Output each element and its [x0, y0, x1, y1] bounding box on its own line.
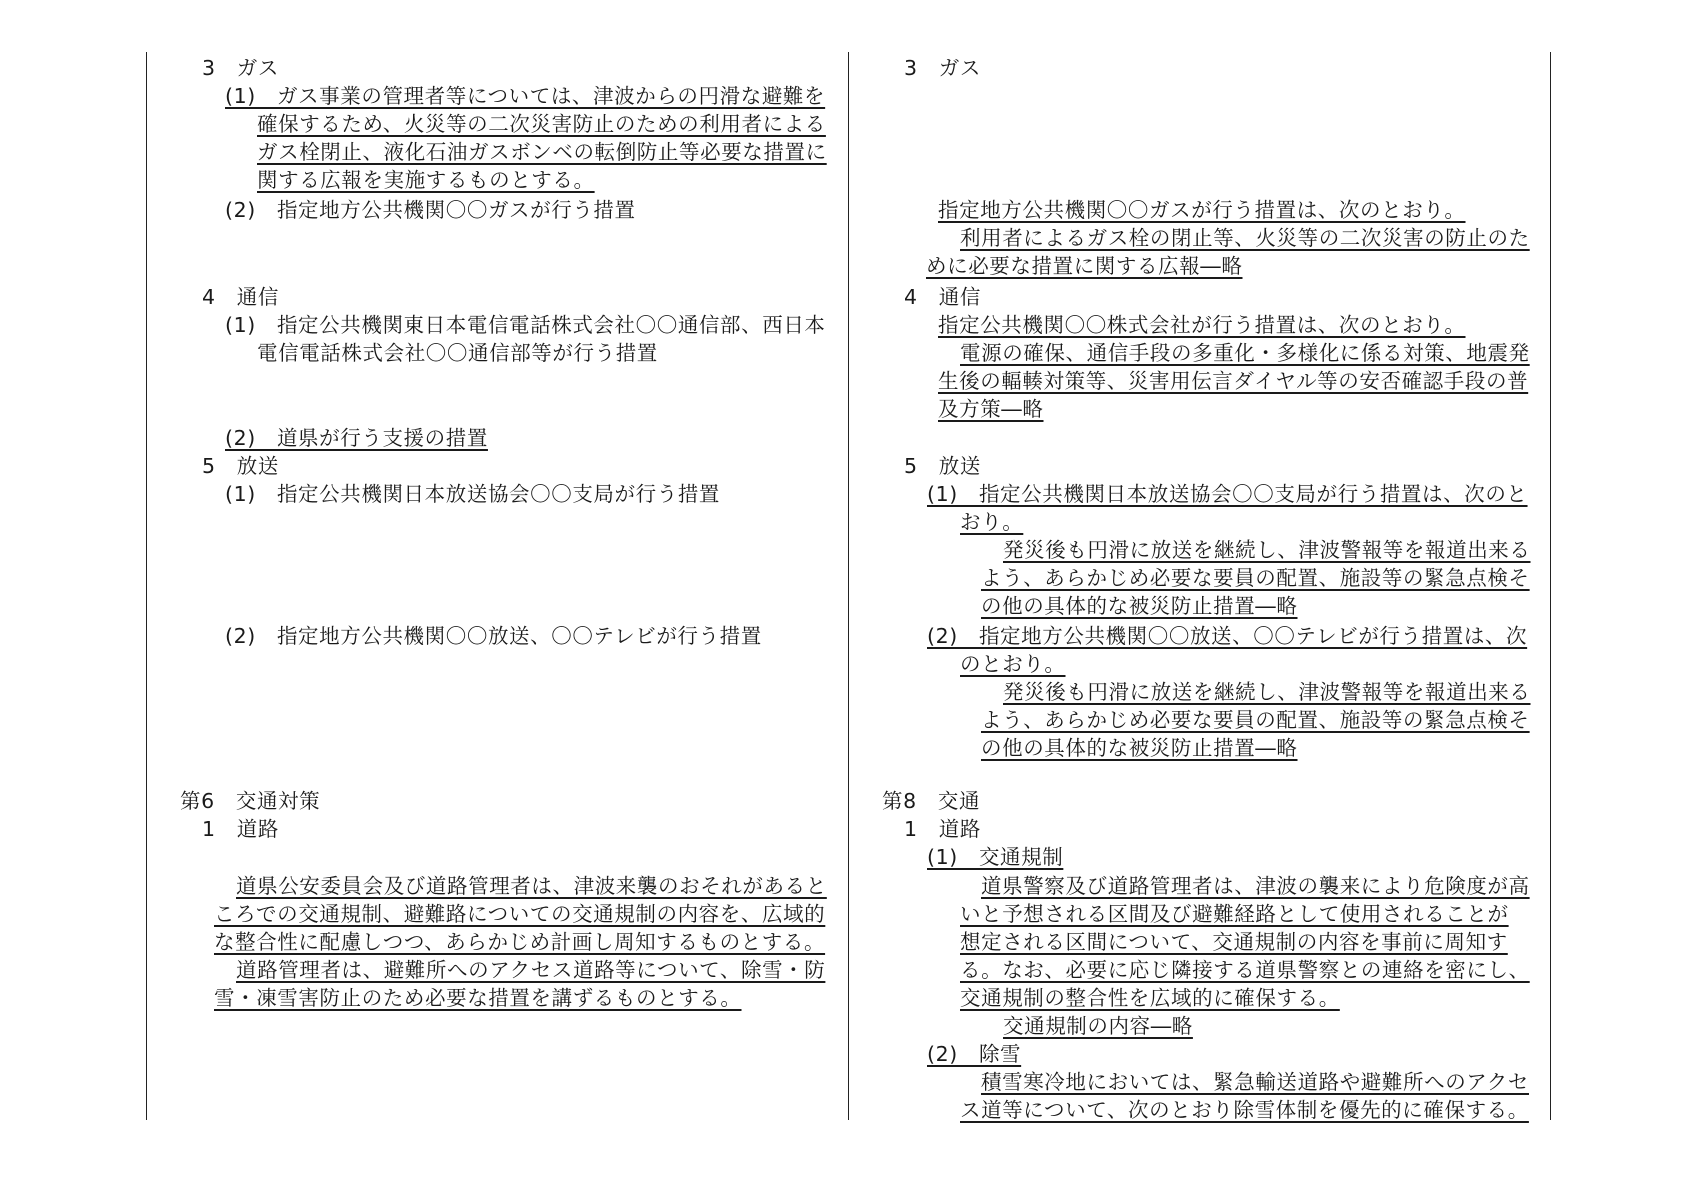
left-road-heading: 1 道路: [202, 817, 279, 841]
right-broadcast-item-2-line: 発災後も円滑に放送を継続し、津波警報等を報道出来る: [1003, 680, 1531, 704]
left-section-heading: 第6 交通対策: [180, 789, 321, 813]
right-broadcast-item-2-line: よう、あらかじめ必要な要員の配置、施設等の緊急点検そ: [981, 708, 1530, 732]
right-comm-line: 生後の輻輳対策等、災害用伝言ダイヤル等の安否確認手段の普: [938, 369, 1529, 393]
right-broadcast-item-2-line: のとおり。: [960, 652, 1066, 676]
right-broadcast-item-1-line: (1) 指定公共機関日本放送協会〇〇支局が行う措置は、次のと: [927, 482, 1528, 506]
right-traffic-line: 交通規制の整合性を広域的に確保する。: [960, 986, 1340, 1010]
left-broadcast-item-2: (2) 指定地方公共機関〇〇放送、〇〇テレビが行う措置: [225, 624, 762, 648]
left-comm-item-1-line: (1) 指定公共機関東日本電信電話株式会社〇〇通信部、西日本: [225, 313, 826, 337]
right-broadcast-item-2-line: (2) 指定地方公共機関〇〇放送、〇〇テレビが行う措置は、次: [927, 624, 1528, 648]
right-road-heading: 1 道路: [904, 817, 981, 841]
left-comm-heading: 4 通信: [202, 285, 279, 309]
right-broadcast-item-1-line: の他の具体的な被災防止措置―略: [981, 594, 1298, 618]
right-gas-heading: 3 ガス: [904, 56, 981, 80]
left-gas-item-1-line: (1) ガス事業の管理者等については、津波からの円滑な避難を: [225, 84, 826, 108]
right-comm-line: 電源の確保、通信手段の多重化・多様化に係る対策、地震発: [960, 341, 1530, 365]
right-section-heading: 第8 交通: [882, 789, 981, 813]
right-traffic-heading: (1) 交通規制: [927, 845, 1064, 869]
right-comm-line: 指定公共機関〇〇株式会社が行う措置は、次のとおり。: [938, 313, 1466, 337]
right-snow-heading: (2) 除雪: [927, 1042, 1022, 1066]
right-traffic-line: 交通規制の内容―略: [1003, 1014, 1193, 1038]
left-gas-heading: 3 ガス: [202, 56, 279, 80]
right-broadcast-item-1-line: おり。: [960, 510, 1024, 534]
left-gas-item-1-line: ガス栓閉止、液化石油ガスボンベの転倒防止等必要な措置に: [257, 140, 827, 164]
left-broadcast-heading: 5 放送: [202, 454, 279, 478]
right-broadcast-heading: 5 放送: [904, 454, 981, 478]
left-gas-item-1-line: 関する広報を実施するものとする。: [257, 168, 595, 192]
left-gas-item-2: (2) 指定地方公共機関〇〇ガスが行う措置: [225, 198, 636, 222]
right-comm-heading: 4 通信: [904, 285, 981, 309]
right-traffic-line: 道県警察及び道路管理者は、津波の襲来により危険度が高: [981, 874, 1530, 898]
left-road-line: 道路管理者は、避難所へのアクセス道路等について、除雪・防: [236, 958, 826, 982]
right-broadcast-item-1-line: よう、あらかじめ必要な要員の配置、施設等の緊急点検そ: [981, 566, 1530, 590]
left-road-line: 雪・凍雪害防止のため必要な措置を講ずるものとする。: [214, 986, 742, 1010]
center-divider-rule: [848, 52, 849, 1120]
left-broadcast-item-1: (1) 指定公共機関日本放送協会〇〇支局が行う措置: [225, 482, 721, 506]
left-road-line: な整合性に配慮しつつ、あらかじめ計画し周知するものとする。: [214, 930, 826, 954]
right-gas-line: 利用者によるガス栓の閉止等、火災等の二次災害の防止のた: [960, 226, 1530, 250]
right-snow-line: ス道等について、次のとおり除雪体制を優先的に確保する。: [960, 1098, 1529, 1122]
right-broadcast-item-1-line: 発災後も円滑に放送を継続し、津波警報等を報道出来る: [1003, 538, 1531, 562]
right-traffic-line: いと予想される区間及び避難経路として使用されることが: [960, 902, 1509, 926]
right-gas-line: めに必要な措置に関する広報―略: [926, 254, 1243, 278]
right-gas-line: 指定地方公共機関〇〇ガスが行う措置は、次のとおり。: [938, 198, 1466, 222]
right-snow-line: 積雪寒冷地においては、緊急輸送道路や避難所へのアクセ: [981, 1070, 1529, 1094]
right-comm-line: 及方策―略: [938, 397, 1044, 421]
left-comm-item-2: (2) 道県が行う支援の措置: [225, 426, 488, 450]
left-margin-rule: [146, 52, 147, 1120]
right-traffic-line: 想定される区間について、交通規制の内容を事前に周知す: [960, 930, 1508, 954]
left-road-line: ころでの交通規制、避難路についての交通規制の内容を、広域的: [214, 902, 826, 926]
right-margin-rule: [1550, 52, 1551, 1120]
left-comm-item-1-line: 電信電話株式会社〇〇通信部等が行う措置: [257, 341, 658, 365]
left-road-line: 道県公安委員会及び道路管理者は、津波来襲のおそれがあると: [236, 874, 827, 898]
right-broadcast-item-2-line: の他の具体的な被災防止措置―略: [981, 736, 1298, 760]
left-gas-item-1-line: 確保するため、火災等の二次災害防止のための利用者による: [257, 112, 826, 136]
right-traffic-line: る。なお、必要に応じ隣接する道県警察との連絡を密にし、: [960, 958, 1530, 982]
